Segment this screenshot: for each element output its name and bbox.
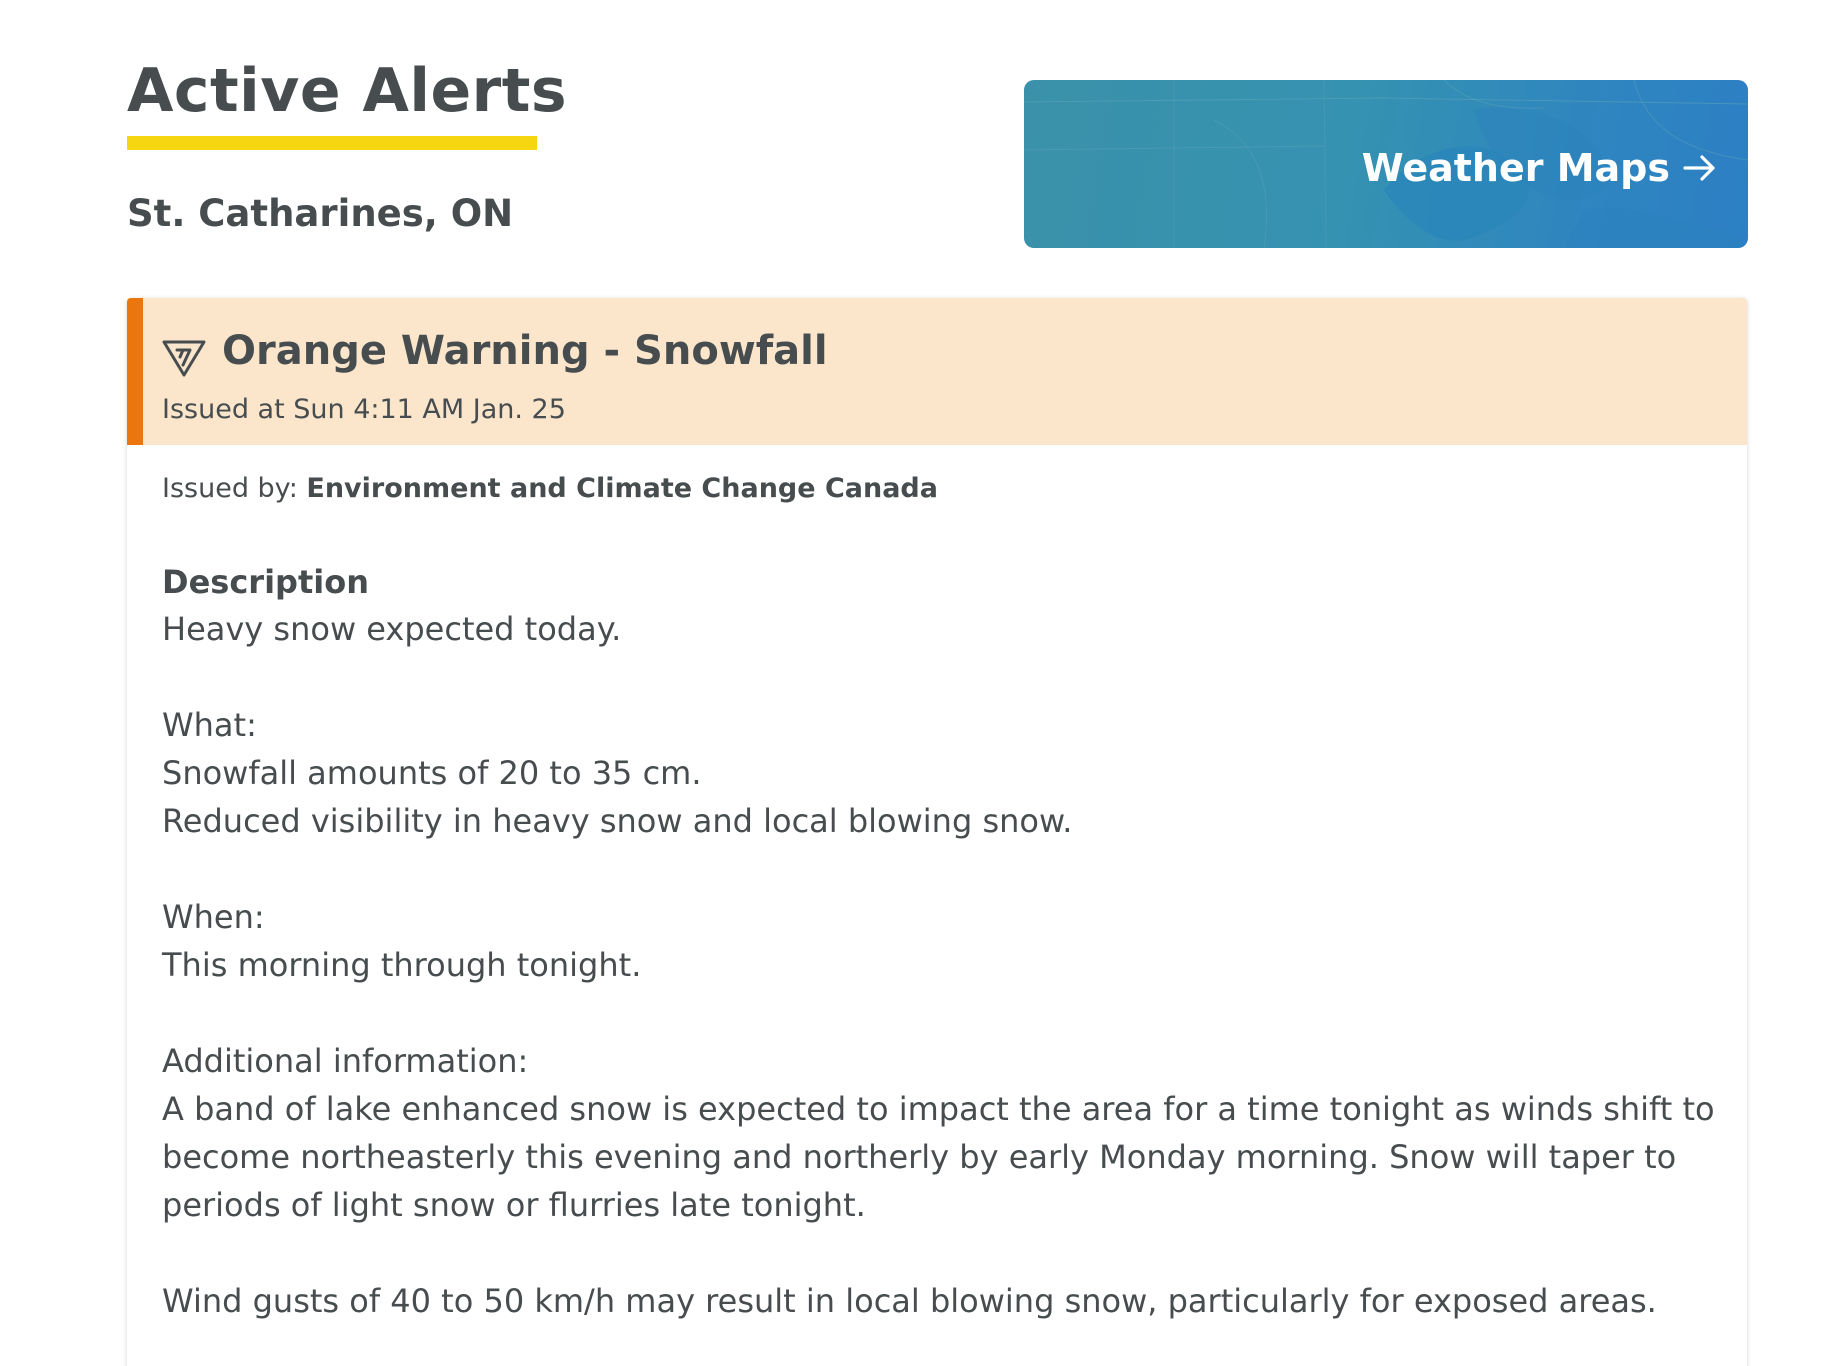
location-label: St. Catharines, ON — [127, 192, 514, 235]
wind-line: Wind gusts of 40 to 50 km/h may result in local blowing snow, particularly for exposed areas. — [162, 1282, 1657, 1320]
issued-by — [162, 469, 1712, 509]
alert-card — [127, 298, 1747, 1366]
issued-by-label: Issued by: — [162, 473, 298, 504]
when-label: When: — [162, 898, 265, 936]
summary-line: Heavy snow expected today. — [162, 610, 622, 648]
weather-maps-link[interactable] — [1024, 80, 1748, 248]
description-heading: Description — [162, 563, 369, 601]
issued-by-agency: Environment and Climate Change Canada — [306, 473, 938, 504]
weather-maps-label: Weather Maps — [1361, 146, 1670, 190]
description-text — [162, 605, 1715, 1325]
additional-label: Additional information: — [162, 1042, 529, 1080]
additional-line: periods of light snow or flurries late tonight. — [162, 1186, 866, 1224]
alert-title: Orange Warning - Snowfall — [222, 328, 828, 374]
warning-triangle-icon — [161, 338, 207, 378]
what-label: What: — [162, 706, 257, 744]
when-line: This morning through tonight. — [162, 946, 642, 984]
what-line: Reduced visibility in heavy snow and local blowing snow. — [162, 802, 1073, 840]
additional-line: become northeasterly this evening and northerly by early Monday morning. Snow will taper to — [162, 1138, 1677, 1176]
arrow-right-icon — [1682, 153, 1718, 183]
alert-header — [127, 298, 1747, 445]
what-line: Snowfall amounts of 20 to 35 cm. — [162, 754, 702, 792]
additional-line: A band of lake enhanced snow is expected to impact the area for a time tonight as winds shift to — [162, 1090, 1715, 1128]
alert-issued-time: Issued at Sun 4:11 AM Jan. 25 — [162, 394, 566, 425]
page-header — [127, 50, 567, 235]
title-underline — [127, 136, 537, 150]
alert-body — [127, 445, 1747, 1325]
page-title: Active Alerts — [127, 56, 568, 126]
